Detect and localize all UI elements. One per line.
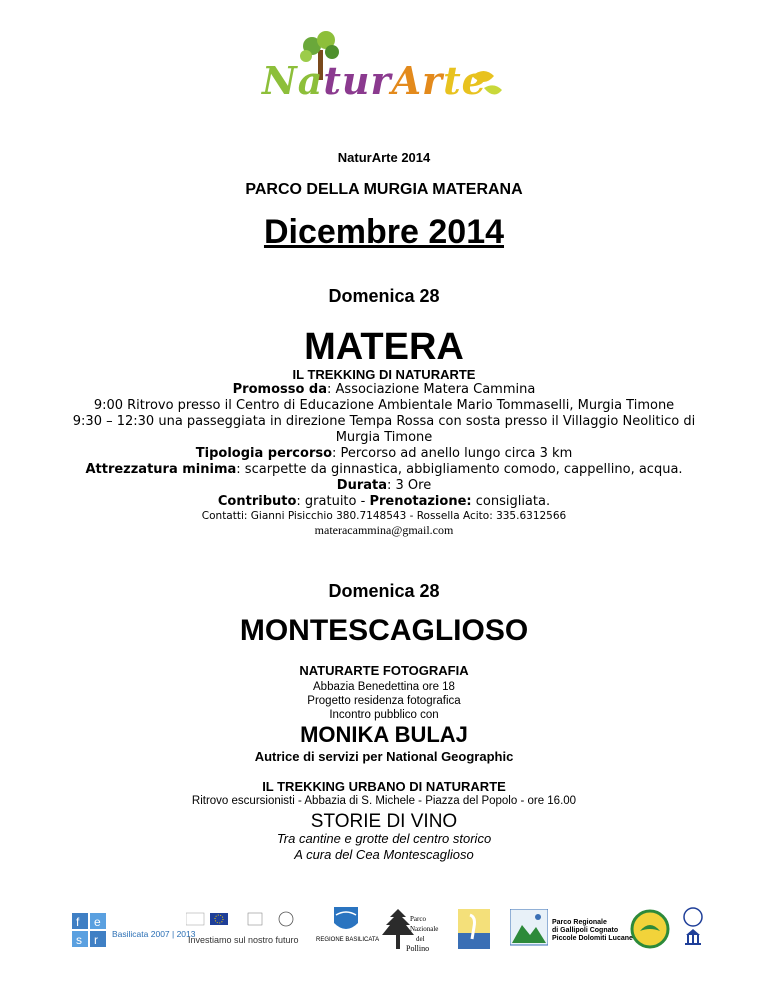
unesco-logo bbox=[678, 905, 708, 953]
gallipoli-cognato-logo: Parco Regionale di Gallipoli Cognato Piccole Dolomiti Lucane bbox=[510, 905, 630, 953]
svg-text:Pollino: Pollino bbox=[406, 944, 430, 953]
month-title: Dicembre 2014 bbox=[263, 213, 505, 251]
fesr-logo bbox=[70, 905, 110, 953]
heron-logo bbox=[456, 905, 492, 953]
event2-city: MONTESCAGLIOSO bbox=[239, 614, 529, 647]
guest-description: Autrice di servizi per National Geographic bbox=[254, 749, 514, 764]
event1-line1: 9:00 Ritrovo presso il Centro di Educazione Ambientale Mario Tommaselli, Murgia Timone bbox=[93, 398, 675, 413]
svg-text:e: e bbox=[94, 915, 101, 929]
event1-city: MATERA bbox=[304, 326, 464, 368]
event1-equipment: Attrezzatura minima: scarpette da ginnastica, abbigliamento comodo, cappellino, acqua. bbox=[85, 462, 683, 477]
event1-title: IL TREKKING DI NATURARTE bbox=[292, 367, 476, 382]
event1-duration: Durata: 3 Ore bbox=[336, 478, 432, 493]
svg-text:Parco: Parco bbox=[410, 915, 426, 923]
mountain-icon bbox=[510, 909, 548, 949]
wine-line2: A cura del Cea Montescaglioso bbox=[294, 847, 474, 862]
event2-day: Domenica 28 bbox=[328, 581, 440, 601]
sponsor-logos bbox=[70, 905, 710, 955]
fesr-slogan: Investiamo sul nostro futuro bbox=[188, 935, 299, 945]
regione-shield-icon bbox=[316, 905, 376, 935]
svg-text:f: f bbox=[76, 915, 80, 929]
svg-text:r: r bbox=[94, 933, 98, 947]
unesco-temple-icon bbox=[678, 905, 708, 953]
event1-day: Domenica 28 bbox=[328, 286, 440, 306]
eu-logos bbox=[186, 909, 296, 931]
fesr-icon bbox=[70, 905, 110, 953]
urban-trekking-title: IL TREKKING URBANO DI NATURARTE bbox=[262, 779, 506, 794]
event1-line3: Murgia Timone bbox=[335, 430, 433, 445]
svg-text:del: del bbox=[416, 935, 425, 943]
bird-circle-icon bbox=[626, 905, 674, 953]
photo-line3: Incontro pubblico con bbox=[329, 709, 439, 721]
fesr-basilicata: Basilicata 2007 | 2013 bbox=[112, 929, 196, 939]
guest-name: MONIKA BULAJ bbox=[300, 722, 468, 747]
event1-contacts: Contatti: Gianni Pisicchio 380.7148543 - Rossella Acito: 335.6312566 bbox=[201, 510, 567, 522]
event1-contribution: Contributo: gratuito - Prenotazione: consigliata. bbox=[217, 494, 551, 509]
pine-tree-icon bbox=[378, 905, 440, 953]
naturarte-logo bbox=[262, 28, 510, 110]
event1-promoter: Promosso da: Associazione Matera Cammina bbox=[232, 382, 536, 397]
event1-email[interactable]: materacammina@gmail.com bbox=[314, 523, 454, 537]
svg-text:Nazionale: Nazionale bbox=[410, 925, 439, 933]
heron-icon bbox=[456, 905, 492, 953]
pollino-park-logo bbox=[378, 905, 440, 953]
wine-title: STORIE DI VINO bbox=[310, 811, 458, 832]
photo-title: NATURARTE FOTOGRAFIA bbox=[299, 663, 469, 678]
svg-text:s: s bbox=[76, 933, 82, 947]
photo-line2: Progetto residenza fotografica bbox=[307, 695, 461, 707]
ceas-logo bbox=[626, 905, 674, 953]
event1-line2: 9:30 – 12:30 una passeggiata in direzione Tempa Rossa con sosta presso il Villaggio Neolitico di bbox=[72, 414, 696, 429]
event1-route: Tipologia percorso: Percorso ad anello lungo circa 3 km bbox=[195, 446, 573, 461]
urban-trekking-line: Ritrovo escursionisti - Abbazia di S. Michele - Piazza del Popolo - ore 16.00 bbox=[191, 795, 577, 807]
eu-flag-icon bbox=[186, 909, 296, 931]
logo-wordmark: NaturArte bbox=[262, 58, 487, 103]
wine-line1: Tra cantine e grotte del centro storico bbox=[276, 831, 492, 846]
park-title: PARCO DELLA MURGIA MATERANA bbox=[245, 181, 523, 198]
edition-label: NaturArte 2014 bbox=[337, 150, 431, 165]
photo-line1: Abbazia Benedettina ore 18 bbox=[313, 681, 455, 693]
regione-basilicata-logo: REGIONE BASILICATA bbox=[316, 905, 376, 953]
